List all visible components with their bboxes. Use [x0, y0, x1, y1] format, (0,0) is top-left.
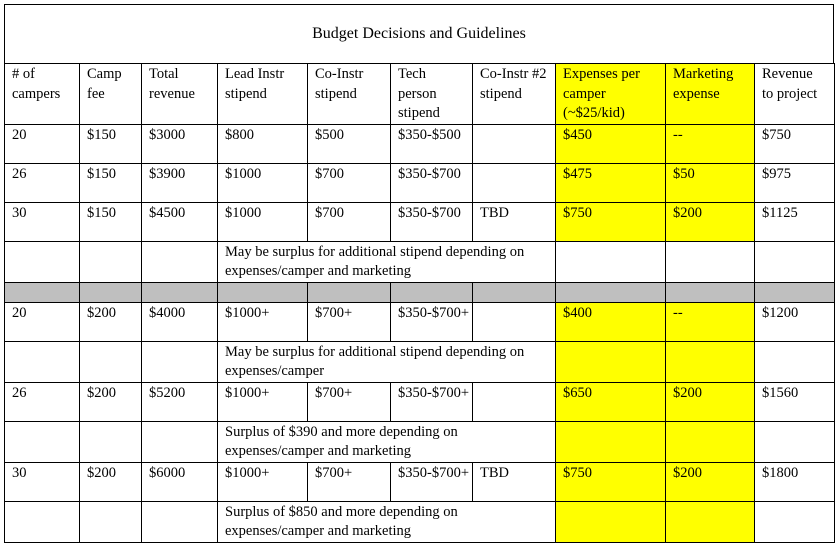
cell-campers: 30 [5, 462, 80, 501]
cell-lead: $1000 [218, 163, 308, 202]
note-empty-cell [80, 241, 142, 282]
header-campers: # of campers [5, 64, 80, 125]
note-cell: May be surplus for additional stipend depending on expenses/camper and marketing [218, 241, 556, 282]
cell-fee: $150 [80, 163, 142, 202]
cell-marketing: -- [666, 302, 755, 341]
cell-campers: 20 [5, 302, 80, 341]
cell-fee: $200 [80, 302, 142, 341]
note-empty-cell [142, 341, 218, 382]
cell-tech: $350-$700+ [391, 462, 473, 501]
cell-marketing: $200 [666, 382, 755, 421]
cell-revenue: $1560 [755, 382, 835, 421]
cell-lead: $1000+ [218, 302, 308, 341]
note-empty-cell [556, 241, 666, 282]
cell-co: $700 [308, 163, 391, 202]
note-empty-cell [755, 421, 835, 462]
note-row [5, 341, 835, 382]
cell-co2 [473, 163, 556, 202]
cell-tech: $350-$700 [391, 163, 473, 202]
note-row [5, 501, 835, 542]
note-empty-cell [556, 341, 666, 382]
separator-cell [473, 282, 556, 302]
note-empty-cell [80, 421, 142, 462]
cell-total: $3000 [142, 124, 218, 163]
note-cell: Surplus of $390 and more depending on expenses/camper and marketing [218, 421, 556, 462]
header-revenue: Revenue to project [755, 64, 835, 125]
table-row [5, 382, 835, 421]
cell-marketing: -- [666, 124, 755, 163]
cell-co: $700+ [308, 302, 391, 341]
cell-total: $5200 [142, 382, 218, 421]
cell-co: $700 [308, 202, 391, 241]
cell-marketing: $50 [666, 163, 755, 202]
cell-tech: $350-$700+ [391, 382, 473, 421]
separator-cell [5, 282, 80, 302]
table-row [5, 302, 835, 341]
cell-co2 [473, 124, 556, 163]
cell-revenue: $1800 [755, 462, 835, 501]
cell-fee: $150 [80, 124, 142, 163]
note-empty-cell [666, 341, 755, 382]
cell-expenses: $450 [556, 124, 666, 163]
cell-fee: $150 [80, 202, 142, 241]
note-empty-cell [666, 501, 755, 542]
separator-cell [391, 282, 473, 302]
separator-cell [755, 282, 835, 302]
header-row [5, 64, 835, 125]
separator-cell [218, 282, 308, 302]
cell-expenses: $750 [556, 462, 666, 501]
separator-cell [142, 282, 218, 302]
header-fee: Camp fee [80, 64, 142, 125]
cell-total: $4000 [142, 302, 218, 341]
cell-total: $6000 [142, 462, 218, 501]
separator-cell [556, 282, 666, 302]
note-row [5, 241, 835, 282]
note-empty-cell [556, 501, 666, 542]
cell-tech: $350-$500 [391, 124, 473, 163]
note-empty-cell [755, 241, 835, 282]
cell-co2 [473, 382, 556, 421]
note-empty-cell [80, 341, 142, 382]
note-empty-cell [80, 501, 142, 542]
cell-lead: $800 [218, 124, 308, 163]
cell-expenses: $475 [556, 163, 666, 202]
cell-revenue: $750 [755, 124, 835, 163]
table-row [5, 163, 835, 202]
separator-cell [666, 282, 755, 302]
table-title: Budget Decisions and Guidelines [4, 4, 834, 63]
table-body [5, 64, 835, 543]
note-empty-cell [5, 341, 80, 382]
note-row [5, 421, 835, 462]
separator-row [5, 282, 835, 302]
cell-lead: $1000 [218, 202, 308, 241]
cell-co2: TBD [473, 202, 556, 241]
note-empty-cell [755, 341, 835, 382]
cell-lead: $1000+ [218, 462, 308, 501]
cell-expenses: $400 [556, 302, 666, 341]
cell-total: $3900 [142, 163, 218, 202]
cell-fee: $200 [80, 462, 142, 501]
cell-marketing: $200 [666, 462, 755, 501]
table-row [5, 202, 835, 241]
note-empty-cell [556, 421, 666, 462]
cell-campers: 26 [5, 382, 80, 421]
separator-cell [80, 282, 142, 302]
cell-marketing: $200 [666, 202, 755, 241]
table-row [5, 124, 835, 163]
cell-revenue: $975 [755, 163, 835, 202]
cell-co2: TBD [473, 462, 556, 501]
cell-tech: $350-$700+ [391, 302, 473, 341]
separator-cell [308, 282, 391, 302]
cell-total: $4500 [142, 202, 218, 241]
note-cell: Surplus of $850 and more depending on expenses/camper and marketing [218, 501, 556, 542]
note-empty-cell [142, 421, 218, 462]
cell-campers: 26 [5, 163, 80, 202]
budget-document [4, 4, 834, 543]
note-empty-cell [5, 421, 80, 462]
note-empty-cell [142, 241, 218, 282]
note-empty-cell [666, 241, 755, 282]
header-co2: Co-Instr #2 stipend [473, 64, 556, 125]
note-empty-cell [142, 501, 218, 542]
note-cell: May be surplus for additional stipend depending on expenses/camper [218, 341, 556, 382]
cell-co2 [473, 302, 556, 341]
header-tech: Tech person stipend [391, 64, 473, 125]
note-empty-cell [755, 501, 835, 542]
cell-expenses: $750 [556, 202, 666, 241]
header-expenses: Expenses per camper (~$25/kid) [556, 64, 666, 125]
note-empty-cell [5, 241, 80, 282]
cell-campers: 20 [5, 124, 80, 163]
table-row [5, 462, 835, 501]
header-co: Co-Instr stipend [308, 64, 391, 125]
note-empty-cell [666, 421, 755, 462]
cell-tech: $350-$700 [391, 202, 473, 241]
cell-co: $500 [308, 124, 391, 163]
header-total: Total revenue [142, 64, 218, 125]
cell-revenue: $1200 [755, 302, 835, 341]
cell-revenue: $1125 [755, 202, 835, 241]
header-lead: Lead Instr stipend [218, 64, 308, 125]
cell-co: $700+ [308, 462, 391, 501]
cell-lead: $1000+ [218, 382, 308, 421]
header-marketing: Marketing expense [666, 64, 755, 125]
cell-co: $700+ [308, 382, 391, 421]
cell-campers: 30 [5, 202, 80, 241]
cell-fee: $200 [80, 382, 142, 421]
note-empty-cell [5, 501, 80, 542]
cell-expenses: $650 [556, 382, 666, 421]
budget-table [4, 63, 835, 543]
